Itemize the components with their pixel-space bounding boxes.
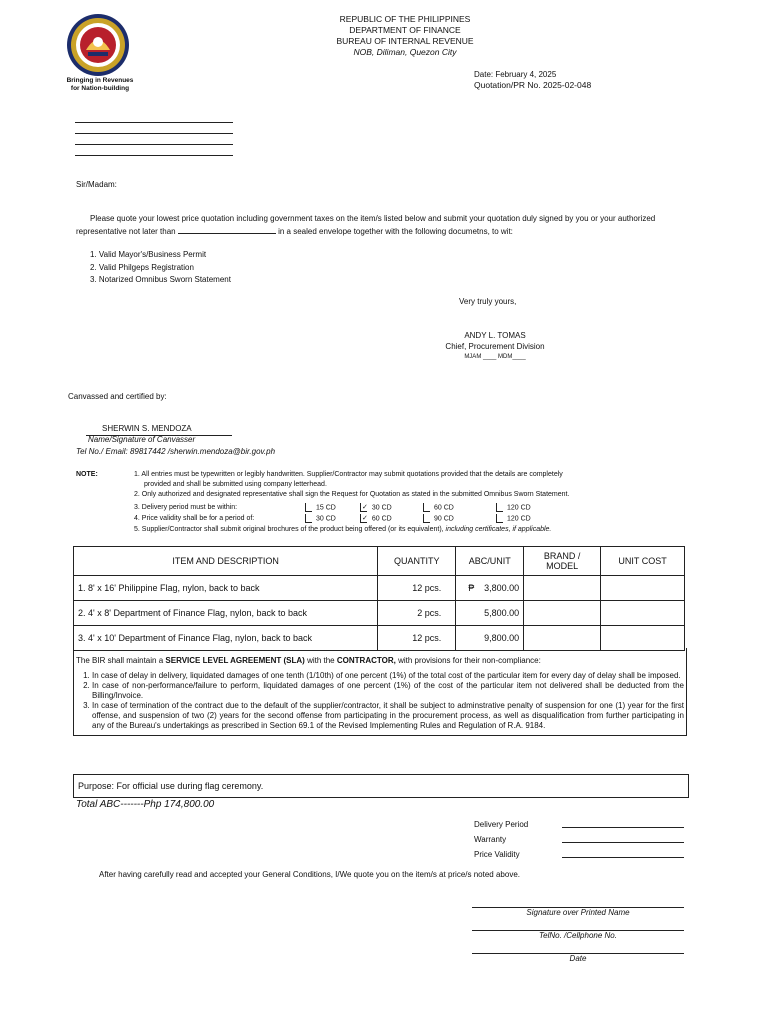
note-label: NOTE: [76, 471, 98, 478]
header-line-4: NOB, Diliman, Quezon City [353, 47, 457, 57]
signatory-title: Chief, Procurement Division [445, 342, 545, 351]
addressee-line [75, 122, 233, 123]
validity-option-30[interactable]: 30 CD [305, 514, 336, 523]
sla-list [76, 671, 686, 731]
delivery-period-field[interactable] [562, 827, 684, 828]
canvass-label: Canvassed and certified by: [68, 392, 167, 401]
col-header-unit-cost: UNIT COST [601, 547, 685, 576]
brand-model-cell[interactable] [524, 626, 601, 651]
signature-caption: Signature over Printed Name [526, 908, 630, 917]
requirements-list [90, 249, 231, 287]
deadline-blank[interactable] [178, 225, 276, 234]
peso-sign: ₱ [468, 583, 475, 593]
note-1a: 1. All entries must be typewritten or legibly handwritten. Supplier/Contractor may submit quotations provided that the details are completely [134, 471, 563, 478]
requirement-item: 3. Notarized Omnibus Sworn Statement [90, 275, 231, 284]
request-text-2: in a sealed envelope together with the following documetns, to wit: [278, 227, 513, 236]
header-line-2: DEPARTMENT OF FINANCE [349, 25, 461, 35]
salutation: Sir/Madam: [76, 180, 117, 189]
checkbox-icon [423, 503, 430, 512]
addressee-line [75, 155, 233, 156]
price-validity-field[interactable] [562, 857, 684, 858]
letterhead [250, 14, 560, 58]
warranty-label: Warranty [474, 835, 507, 844]
addressee-line [75, 133, 233, 134]
bir-logo [62, 12, 134, 82]
acceptance-statement: After having carefully read and accepted your General Conditions, I/We quote you on the item/s at price/s noted above. [99, 870, 520, 879]
sla-item: 2. In case of non-performance/failure to perform, liquidated damages of one percent (1%) of the cost of the particular item not delivered shall be deducted from the Billing/Invoice. [92, 681, 686, 701]
brand-model-cell[interactable] [524, 576, 601, 601]
delivery-option-30[interactable]: ✓ 30 CD [362, 504, 392, 512]
item-quantity: 2 pcs. [378, 601, 456, 626]
quotation-number: Quotation/PR No. 2025-02-048 [474, 80, 592, 90]
check-mark-icon: ✓ [362, 515, 368, 523]
total-abc: Total ABC-------Php 174,800.00 [76, 799, 215, 810]
item-abc: ₱ 3,800.00 [456, 576, 524, 601]
addressee-line [75, 144, 233, 145]
logo-tagline-2: for Nation-building [70, 85, 130, 92]
note-1b: provided and shall be submitted using company letterhead. [144, 481, 327, 488]
sla-section [73, 648, 687, 736]
date-caption: Date [569, 954, 587, 963]
checkbox-icon [423, 514, 430, 523]
delivery-period-label: Delivery Period [474, 820, 529, 829]
purpose-row: Purpose: For official use during flag ceremony. [73, 774, 689, 798]
note-5: 5. Supplier/Contractor shall submit original brochures of the product being offered (or its equivalent), including certificates, if applicable. [134, 526, 552, 533]
header-line-3: BUREAU OF INTERNAL REVENUE [336, 36, 474, 46]
canvasser-caption: Name/Signature of Canvasser [88, 435, 196, 444]
validity-option-90[interactable]: 90 CD [423, 514, 454, 523]
brand-model-cell[interactable] [524, 601, 601, 626]
price-validity-label: Price Validity [474, 850, 520, 859]
validity-option-120[interactable]: 120 CD [496, 514, 531, 523]
item-abc: 5,800.00 [456, 601, 524, 626]
canvasser-contact: Tel No./ Email: 89817442 /sherwin.mendoza@bir.gov.ph [76, 447, 276, 456]
col-header-brand: BRAND / MODEL [524, 547, 601, 576]
checkbox-icon [305, 514, 312, 523]
item-description: 1. 8' x 16' Philippine Flag, nylon, back to back [74, 576, 378, 601]
date-line: Date: February 4, 2025 [474, 70, 557, 79]
checkbox-icon [496, 514, 503, 523]
delivery-option-120[interactable]: 120 CD [496, 503, 531, 512]
sla-intro: The BIR shall maintain a SERVICE LEVEL AGREEMENT (SLA) with the CONTRACTOR, with provisions for their non-compliance: [76, 656, 541, 665]
delivery-option-15[interactable]: 15 CD [305, 503, 336, 512]
warranty-field[interactable] [562, 842, 684, 843]
note-4: 4. Price validity shall be for a period of: [134, 515, 255, 522]
terms-block [474, 817, 528, 862]
items-table [73, 546, 685, 651]
logo-tagline-1: Bringing in Revenues [66, 77, 134, 84]
item-quantity: 12 pcs. [378, 576, 456, 601]
table-header-row [74, 547, 685, 576]
delivery-option-60[interactable]: 60 CD [423, 503, 454, 512]
col-header-quantity: QUANTITY [378, 547, 456, 576]
table-row [74, 626, 685, 651]
header-line-1: REPUBLIC OF THE PHILIPPINES [339, 14, 471, 24]
closing: Very truly yours, [459, 297, 517, 306]
signatory-name: ANDY L. TOMAS [464, 331, 526, 340]
table-row [74, 576, 685, 601]
request-text-1: Please quote your lowest price quotation including government taxes on the item/s listed below and submit your quotation duly signed by you or your authorized representative not later than [76, 214, 656, 236]
col-header-abc: ABC/UNIT [456, 547, 524, 576]
sla-item: 3. In case of termination of the contract due to the default of the supplier/contractor, it shall be subject to adminstrative penalty of suspension for one (1) year for the first offense, and suspension of two (2) years for the second offense from participating in the procurement process, as well as disqualification from further participating in any of the Bureau's undertakings as prescribed in Section 69.1 of the Revised Implementing Rules and Regulation of R.A. 9184. [92, 701, 686, 731]
item-description: 2. 4' x 8' Department of Finance Flag, nylon, back to back [74, 601, 378, 626]
unit-cost-cell[interactable] [601, 601, 685, 626]
signatory-initials: MJAM ____ MDM____ [464, 354, 526, 360]
note-3: 3. Delivery period must be within: [134, 504, 238, 511]
item-quantity: 12 pcs. [378, 626, 456, 651]
checkbox-icon [305, 503, 312, 512]
requirement-item: 1. Valid Mayor's/Business Permit [90, 250, 207, 259]
request-paragraph [76, 213, 686, 238]
check-mark-icon: ✓ [362, 504, 368, 512]
requirement-item: 2. Valid Philgeps Registration [90, 262, 194, 272]
note-2: 2. Only authorized and designated representative shall sign the Request for Quotation as stated in the submitted Omnibus Sworn Statement. [134, 491, 570, 498]
table-row [74, 601, 685, 626]
bir-seal-icon [62, 12, 134, 78]
checkbox-icon [496, 503, 503, 512]
canvasser-name: SHERWIN S. MENDOZA [102, 424, 192, 433]
sla-item: 1. In case of delay in delivery, liquidated damages of one tenth (1/10th) of one percent (1%) of the total cost of the particular item for every day of delay shall be imposed. [92, 671, 686, 681]
unit-cost-cell[interactable] [601, 626, 685, 651]
col-header-item: ITEM AND DESCRIPTION [74, 547, 378, 576]
tel-caption: TelNo. /Cellphone No. [539, 931, 617, 940]
item-description: 3. 4' x 10' Department of Finance Flag, nylon, back to back [74, 626, 378, 651]
signatory-block [400, 330, 590, 363]
validity-option-60[interactable]: ✓ 60 CD [362, 515, 392, 523]
item-abc: 9,800.00 [456, 626, 524, 651]
unit-cost-cell[interactable] [601, 576, 685, 601]
